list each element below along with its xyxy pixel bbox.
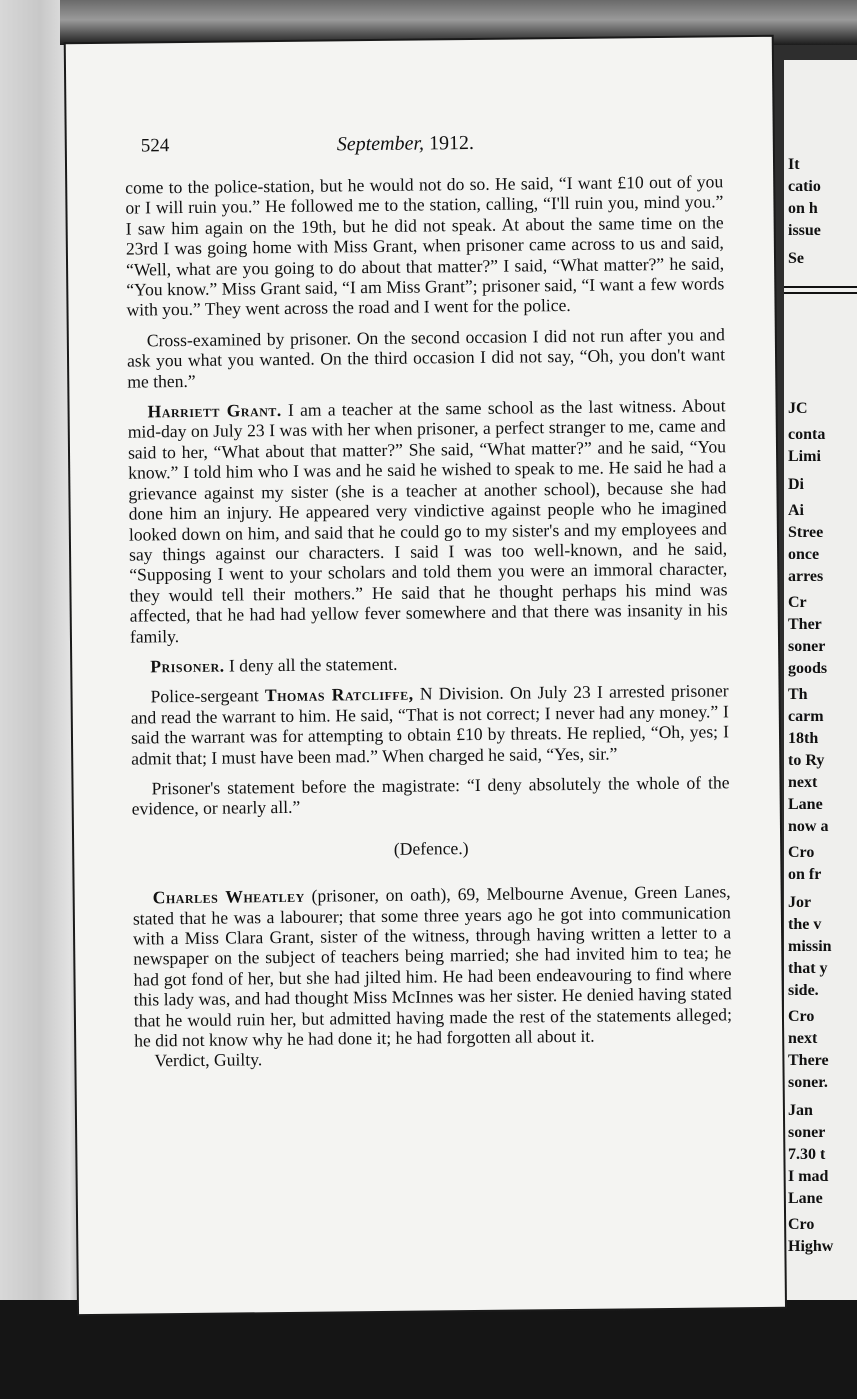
facing-fragment: Di <box>788 476 804 493</box>
facing-fragment: Lane <box>788 1190 823 1207</box>
facing-fragment: There <box>788 1052 829 1069</box>
facing-rule <box>784 292 857 294</box>
facing-fragment: Jor <box>788 894 812 911</box>
facing-fragment: 7.30 t <box>788 1146 826 1163</box>
section-heading: (Defence.) <box>393 837 469 859</box>
page-header <box>137 129 737 159</box>
facing-fragment: catio <box>788 178 821 195</box>
facing-page <box>784 60 857 1300</box>
running-head-month: September, <box>336 132 425 156</box>
speaker-name: Prisoner. <box>150 655 225 677</box>
facing-fragment: Cro <box>788 1008 815 1025</box>
facing-fragment: to Ry <box>788 752 825 769</box>
facing-fragment: JC <box>788 400 808 417</box>
facing-fragment: Ai <box>788 502 804 519</box>
running-head <box>337 132 474 156</box>
facing-fragment: soner. <box>788 1074 828 1091</box>
paragraph: Charles Wheatley (prisoner, on oath), 69, Melbourne Avenue, Green Lanes, stated that he was a labourer; that some three years ago he got into communication with a Miss Clara Grant, sister of the witness, through having written a letter to a newspaper on the subject of teachers being married; she had invited him to tea; he had got fond of her, but she had jilted him. He had been endeavouring to find where this lady was, and had thought Miss McInnes was her sister. He denied having stated that he would ruin her, but admitted having made the rest of the statements alleged; he did not know why he had done it; he had forgotten all about it. <box>132 881 733 1051</box>
paragraph: Prisoner. I deny all the statement. <box>150 653 398 677</box>
paragraph: come to the police-station, but he would not do so. He said, “I want £10 out of you or I will ruin you.” He followed me to the station, calling, “I'll ruin you, mind you.” I saw him again on the 19th, but he did not speak. At about the same time on the 23rd I was going home with Miss Grant, when prisoner came across to us and said, “Well, what are you going to do about that matter?” I said, “What matter?” he said, “You know.” Miss Grant said, “I am Miss Grant”; prisoner said, “I want a few words with you.” They went across the road and I went for the police. <box>125 171 725 321</box>
facing-fragment: now a <box>788 818 829 835</box>
facing-rule <box>784 286 857 288</box>
facing-fragment: Cro <box>788 844 815 861</box>
facing-fragment: conta <box>788 426 826 443</box>
facing-fragment: Highw <box>788 1238 834 1255</box>
facing-fragment: Lane <box>788 796 823 813</box>
facing-fragment: It <box>788 156 800 173</box>
facing-fragment: I mad <box>788 1168 829 1185</box>
facing-fragment: carm <box>788 708 824 725</box>
witness-name: Thomas Ratcliffe, <box>264 683 414 706</box>
facing-fragment: issue <box>788 222 821 239</box>
facing-fragment: that y <box>788 960 828 977</box>
facing-fragment: Se <box>788 250 804 267</box>
facing-fragment: on h <box>788 200 818 217</box>
facing-fragment: soner <box>788 638 826 655</box>
facing-fragment: Stree <box>788 524 824 541</box>
paragraph: Prisoner's statement before the magistrate: “I deny absolutely the whole of the evidence, or nearly all.” <box>131 772 730 819</box>
facing-fragment: arres <box>788 568 824 585</box>
facing-fragment: once <box>788 546 820 563</box>
paragraph: Harriett Grant. I am a teacher at the same school as the last witness. About mid-day on July 23 I was with her when prisoner, a perfect stranger to me, came and said to her, “What about that matter?” She said, “What matter?” and he said, “You know.” I told him who I was and he said he wished to speak to me. He said he had a grievance against my sister (she is a teacher at another school), because she had done him an injury. He appeared very vindictive against people who he imagined looked down on him, and said that he could go to my sister's and my employees and say things against our characters. I said I was too well-known, and he said, “Supposing I went to your scholars and told them you were an immoral character, they would tell their mothers.” He said that he thought perhaps his mind was affected, that he had had yellow fever somewhere and that there was insanity in his family. <box>127 395 728 647</box>
page-body <box>125 171 732 1071</box>
facing-fragment: Limi <box>788 448 821 465</box>
facing-fragment: next <box>788 1030 818 1047</box>
running-head-year: 1912. <box>428 131 475 155</box>
book-page <box>66 37 785 1314</box>
scan-bottom-edge <box>0 1300 857 1399</box>
facing-fragment: Ther <box>788 616 822 633</box>
facing-fragment: on fr <box>788 866 822 883</box>
witness-name: Harriett Grant. <box>147 400 282 422</box>
page-number: 524 <box>140 135 170 157</box>
facing-fragment: missin <box>788 938 832 955</box>
facing-fragment: Th <box>788 686 808 703</box>
facing-fragment: soner <box>788 1124 826 1141</box>
facing-fragment: Cr <box>788 594 807 611</box>
facing-fragment: the v <box>788 916 822 933</box>
paragraph: Police-sergeant Thomas Ratcliffe, N Division. On July 23 I arrested prisoner and read the warrant to him. He said, “That is not correct; I never had any money.” I said the warrant was for attempting to obtain £10 by threats. He replied, “Oh, yes; I admit that; I must have been mad.” When charged he said, “Yes, sir.” <box>130 680 730 769</box>
facing-fragment: 18th <box>788 730 819 747</box>
facing-fragment: goods <box>788 660 828 677</box>
facing-fragment: Jan <box>788 1102 813 1119</box>
facing-fragment: Cro <box>788 1216 815 1233</box>
facing-fragment: side. <box>788 982 819 999</box>
paragraph: Verdict, Guilty. <box>154 1049 263 1071</box>
paragraph: Cross-examined by prisoner. On the second occasion I did not run after you and ask you what you wanted. On the third occasion I did not say, “Oh, you don't want me then.” <box>126 324 726 392</box>
facing-fragment: next <box>788 774 818 791</box>
witness-name: Charles Wheatley <box>152 885 305 908</box>
